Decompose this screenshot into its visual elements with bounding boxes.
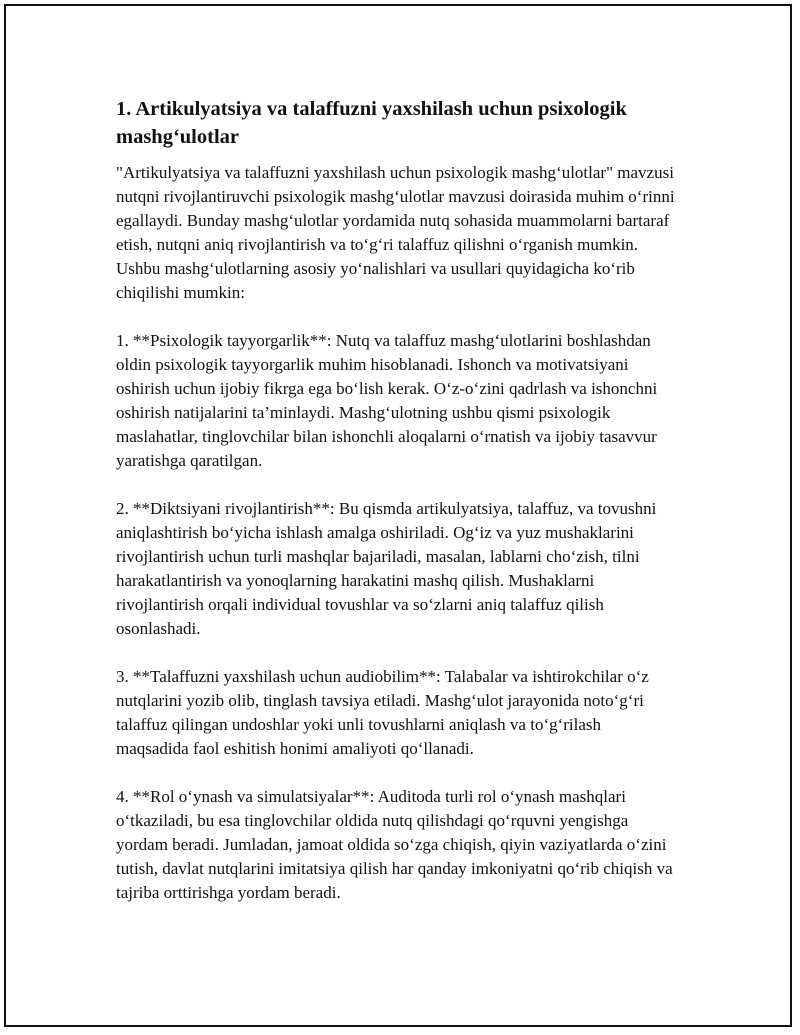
paragraph-psixologik-tayyorgarlik: 1. **Psixologik tayyorgarlik**: Nutq va talaffuz mashg‘ulotlarini boshlashdan oldin psixologik tayyorgarlik muhim hisoblanadi. Ishonch va motivatsiyani oshirish uchun ijobiy fikrga ega bo‘lish kerak. O‘z-o‘zini qadrlash va ishonchni oshirish natijalarini ta’minlaydi. Mashg‘ulotning ushbu qismi psixologik maslahatlar, tinglovchilar bilan ishonchli aloqalarni o‘rnatish va ijobiy tasavvur yaratishga qaratilgan.: [116, 331, 658, 470]
paragraph-audiobilim: 3. **Talaffuzni yaxshilash uchun audiobilim**: Talabalar va ishtirokchilar o‘z nutqlarini yozib olib, tinglash tavsiya etiladi. Mashg‘ulot jarayonida noto‘g‘ri talaffuz qilingan undoshlar yoki unli tovushlarni aniqlash va to‘g‘rilash maqsadida faol eshitish honimi amaliyoti qo‘llanadi.: [116, 667, 649, 758]
section-heading: 1. Artikulyatsiya va talaffuzni yaxshilash uchun psixologik mashg‘ulotlar: [116, 98, 627, 148]
paragraph-diktsiyani-rivojlantirish: 2. **Diktsiyani rivojlantirish**: Bu qismda artikulyatsiya, talaffuz, va tovushni aniqlashtirish bo‘yicha ishlash amalga oshiriladi. Og‘iz va yuz mushaklarini rivojlantirish uchun turli mashqlar bajariladi, masalan, lablarni cho‘zish, tilni harakatlantirish va yonoqlarning harakatini mashq qilish. Mushaklarni rivojlantirish orqali individual tovushlar va so‘zlarni aniq talaffuz qilish osonlashadi.: [116, 499, 657, 638]
intro-paragraph: "Artikulyatsiya va talaffuzni yaxshilash uchun psixologik mashg‘ulotlar" mavzusi nutqni rivojlantiruvchi psixologik mashg‘ulotlar mavzusi doirasida muhim o‘rinni egallaydi. Bunday mashg‘ulotlar yordamida nutq sohasida muammolarni bartaraf etish, nutqni aniq rivojlantirish va to‘g‘ri talaffuz qilishni o‘rganish mumkin. Ushbu mashg‘ulotlarning asosiy yo‘nalishlari va usullari quyidagicha ko‘rib chiqilishi mumkin:: [116, 163, 675, 302]
document-body: [116, 95, 676, 905]
paragraph-rol-oynash: 4. **Rol o‘ynash va simulatsiyalar**: Auditoda turli rol o‘ynash mashqlari o‘tkaziladi, bu esa tinglovchilar oldida nutq qilishdagi qo‘rquvni yengishga yordam beradi. Jumladan, jamoat oldida so‘zga chiqish, qiyin vaziyatlarda o‘zini tutish, davlat nutqlarini imitatsiya qilish har qanday imkoniyatni qo‘rib chiqish va tajriba orttirishga yordam beradi.: [116, 787, 673, 902]
